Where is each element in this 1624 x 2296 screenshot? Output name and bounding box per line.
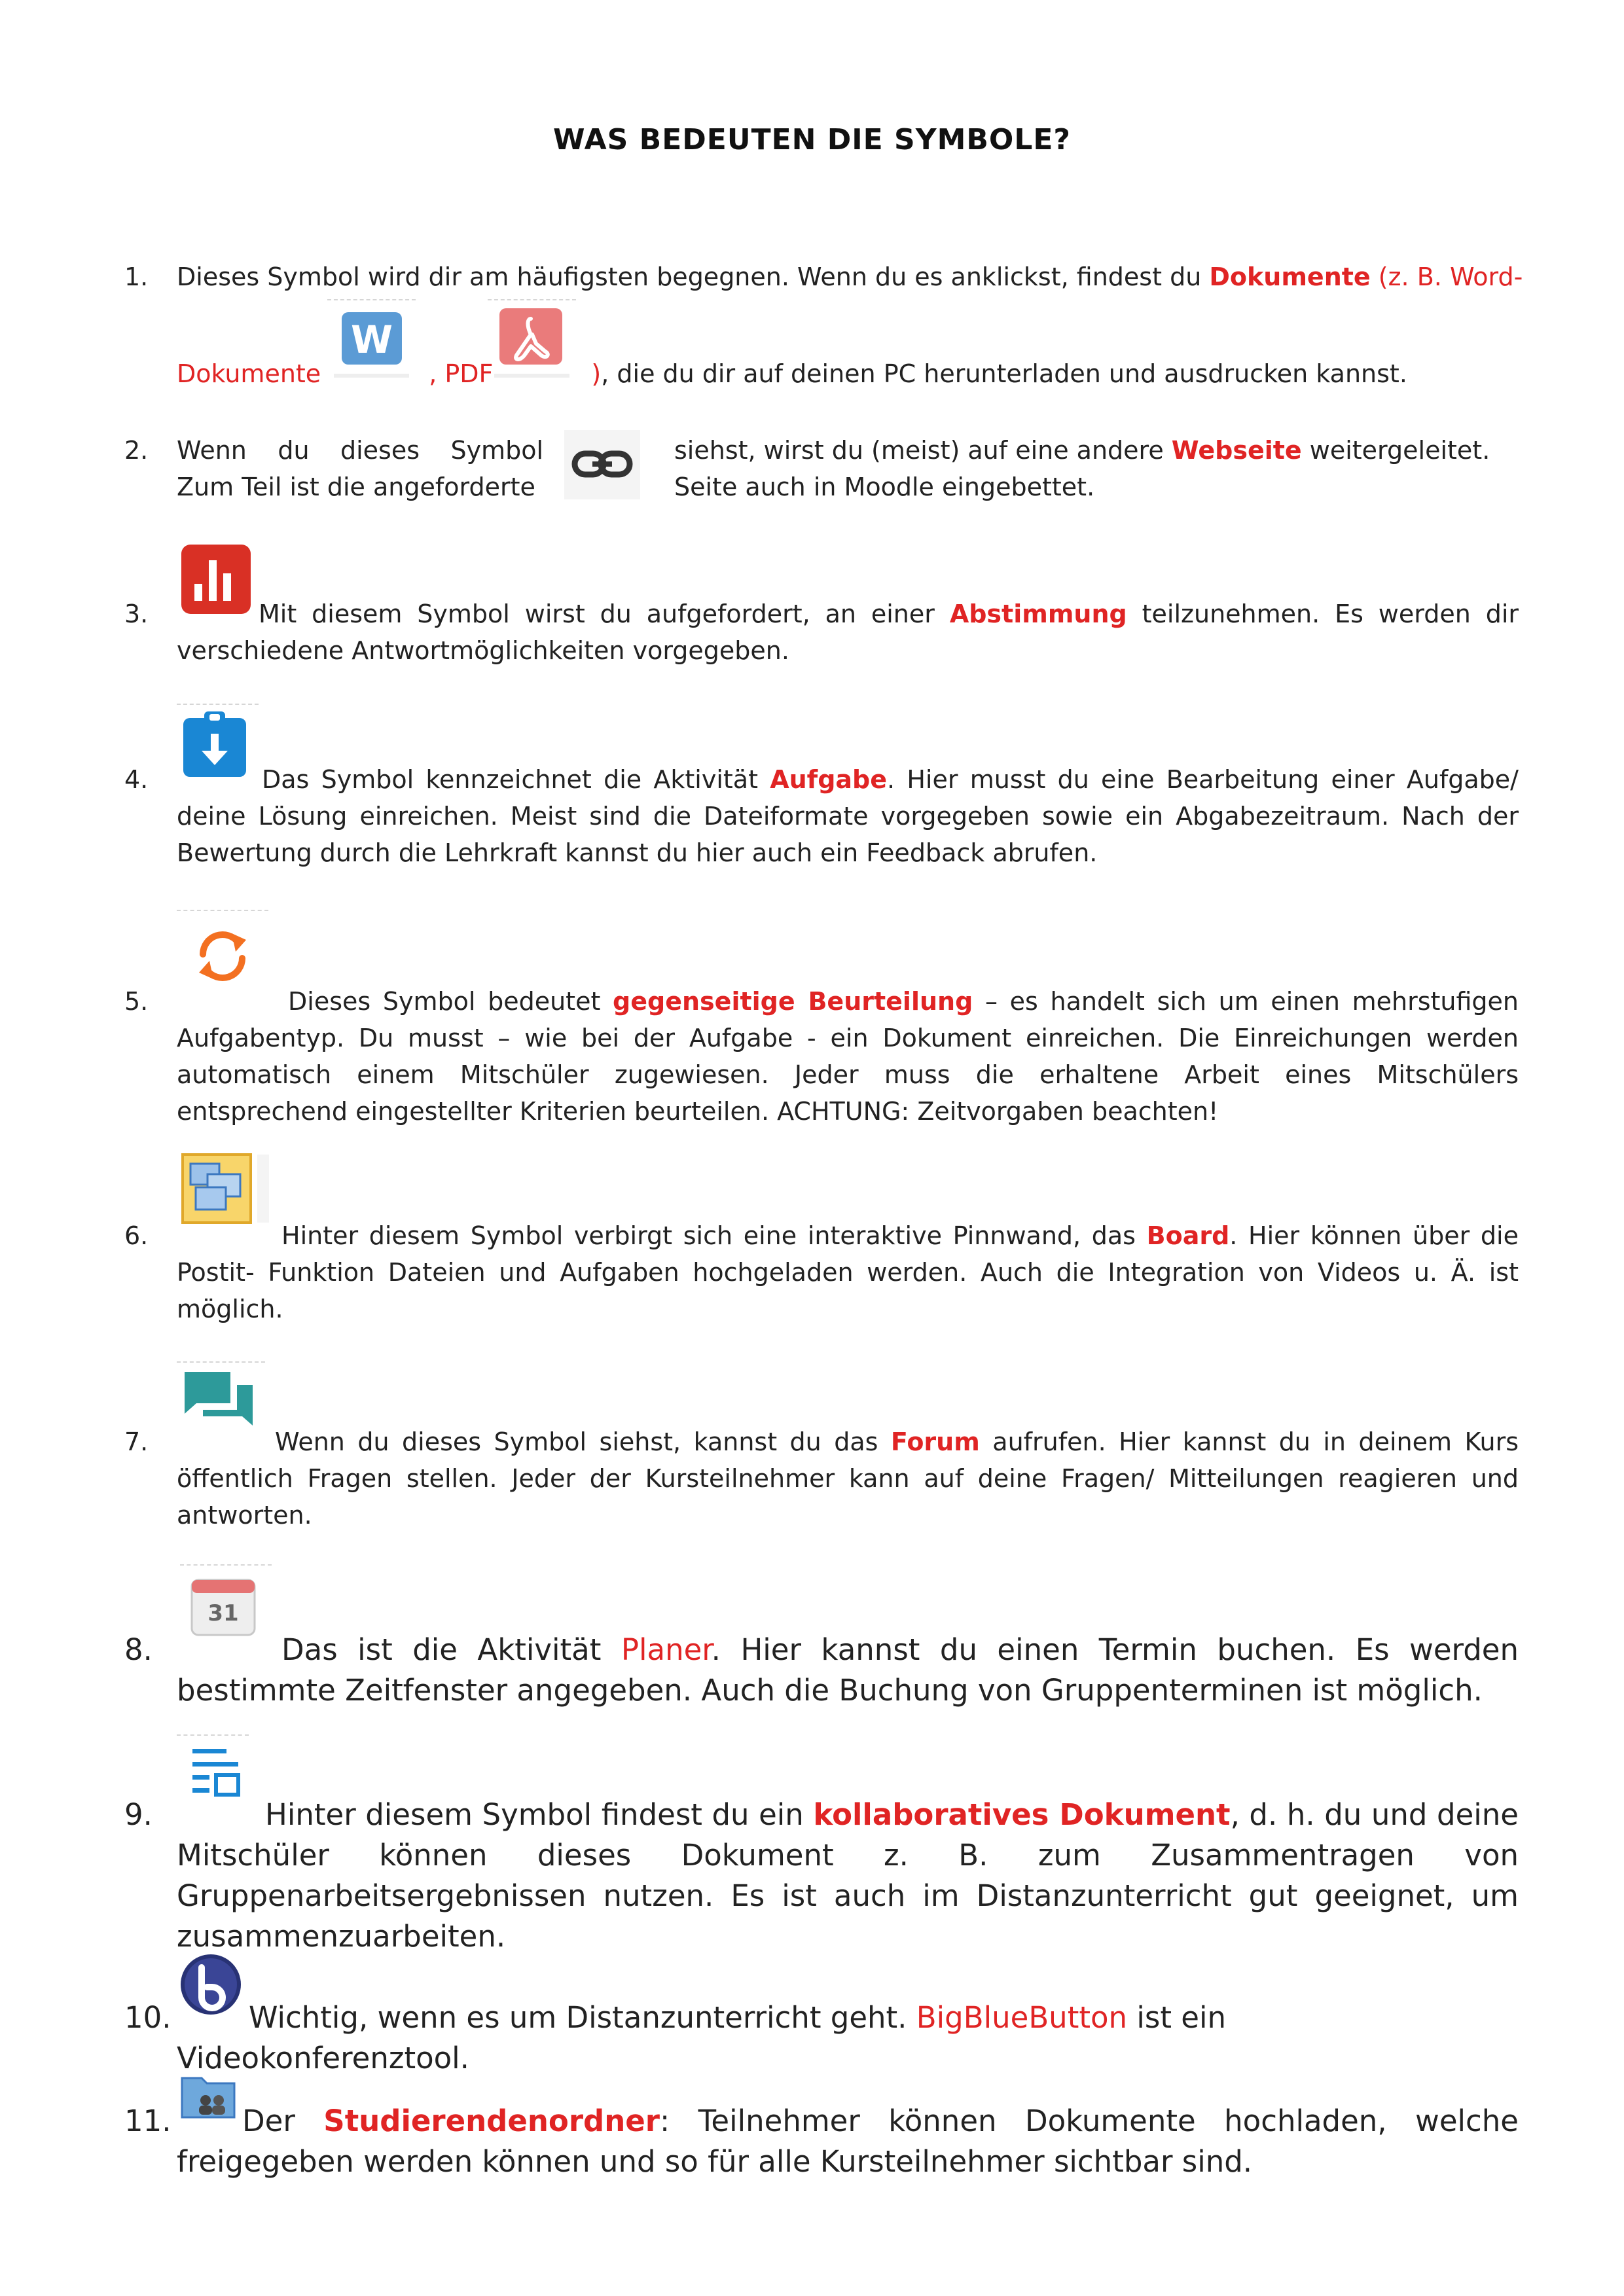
item-number: 2. [124,436,149,465]
list-item-8: 31 8. Das ist die Aktivität Planer. Hier kannst du einen Termin buchen. Es werden bestimmte Zeitfenster angegeben. Auch die Buchung von Gruppenterminen ist möglich. [124,1564,1519,1715]
item-number: 5. [124,987,149,1016]
highlight-aufgabe: Aufgabe [770,765,888,794]
item-number: 6. [124,1221,149,1250]
item-number: 7. [124,1427,149,1456]
list-item-4: 4. Das Symbol kennzeichnet die Aktivität Aufgabe. Hier musst du eine Bearbeitung einer Aufgabe/ deine Lösung einreichen. Meist sind die Dateiformate vorgegeben sowie ein Abgabezeitraum. Nach der Bewertung durch die Lehrkraft kannst du hier auch ein Feedback abrufen. [124,704,1519,880]
list-item-3: 3. Mit diesem Symbol wirst du aufgefordert, an einer Abstimmung teilzunehmen. Es werden dir verschiedene Antwortmöglichkeiten vorgegeben. [124,543,1519,674]
list-item-5: 5. Dieses Symbol bedeutet gegenseitige Beurteilung – es handelt sich um einen mehrstufigen Aufgabentyp. Du musst – wie bei der Aufgabe - ein Dokument einreichen. Die Einreichungen werden automatisch einem Mitschüler zugewiesen. Jeder muss die erhaltene Arbeit eines Mitschülers entsprechend eingestellter Kriterien beurteilen. ACHTUNG: Zeitvorgaben beachten! [124,910,1519,1126]
page-title: WAS BEDEUTEN DIE SYMBOLE? [553,123,1071,156]
list-item-11: 11. Der Studierendenordner: Teilnehmer können Dokumente hochladen, welche freigegeben werden können und so für alle Kursteilnehmer sichtbar sind. [124,2065,1519,2196]
word-icon[interactable] [327,299,416,389]
list-item-7: 7. Wenn du dieses Symbol siehst, kannst du das Forum aufrufen. Hier kannst du in deinem Kurs öffentlich Fragen stellen. Jeder der Kursteilnehmer kann auf deine Fragen/ Mitteilungen reagieren und antworten. [124,1361,1519,1532]
item-number: 11. [124,2104,171,2138]
highlight-abstimmung: Abstimmung [949,600,1127,628]
highlight-webseite: Webseite [1171,436,1302,465]
link-icon[interactable] [563,429,641,501]
svg-text:31: 31 [208,1600,239,1626]
highlight-studierendenordner: Studierendenordner [323,2104,660,2138]
highlight-gegenseitige-beurteilung: gegenseitige Beurteilung [613,987,973,1016]
item-number: 10. [124,2000,171,2035]
highlight-dokumente: Dokumente [1209,262,1371,291]
item-number: 9. [124,1797,153,1832]
highlight-planer: Planer [621,1632,712,1667]
item-number: 8. [124,1632,153,1667]
list-item-6: 6. Hinter diesem Symbol verbirgt sich eine interaktive Pinnwand, das Board. Hier können über die Postit- Funktion Dateien und Aufgaben hochgeladen werden. Auch die Integration von Videos u. Ä. ist möglich. [124,1152,1519,1316]
list-item-9: 9. Hinter diesem Symbol findest du ein kollaboratives Dokument, d. h. du und deine Mitschüler können dieses Dokument z. B. zum Zusammentragen von Gruppenarbeitsergebnissen nutzen. Es ist auch im Distanzunterricht gut geeignet, um zusammenzuarbeiten. [124,1734,1519,1918]
board-icon[interactable] [180,1152,272,1227]
item-number: 1. [124,262,149,291]
list-item-2: 2. Wenn du dieses Symbol Zum Teil ist die angeforderte siehst, wirst du (meist) auf eine andere Webseite weitergeleitet. Seite auch in Moodle eingebettet. [124,432,1519,517]
highlight-bigbluebutton: BigBlueButton [916,2000,1128,2035]
list-item-1: 1. Dieses Symbol wird dir am häufigsten begegnen. Wenn du es anklickst, findest du Dokumente (z. B. Word- Dokumente , PDF ), die du dir auf deinen PC herunterladen und ausdrucken kannst. W [124,259,1519,403]
pdf-icon[interactable] [488,299,576,389]
highlight-forum: Forum [890,1427,980,1456]
list-item-10: 10. Wichtig, wenn es um Distanzunterricht geht. BigBlueButton ist ein Videokonferenztool. [124,1950,1519,2036]
highlight-board: Board [1146,1221,1230,1250]
highlight-kollaboratives-dokument: kollaboratives Dokument [813,1797,1231,1832]
svg-text:W: W [351,317,393,362]
item-number: 4. [124,765,149,794]
item-number: 3. [124,600,149,628]
